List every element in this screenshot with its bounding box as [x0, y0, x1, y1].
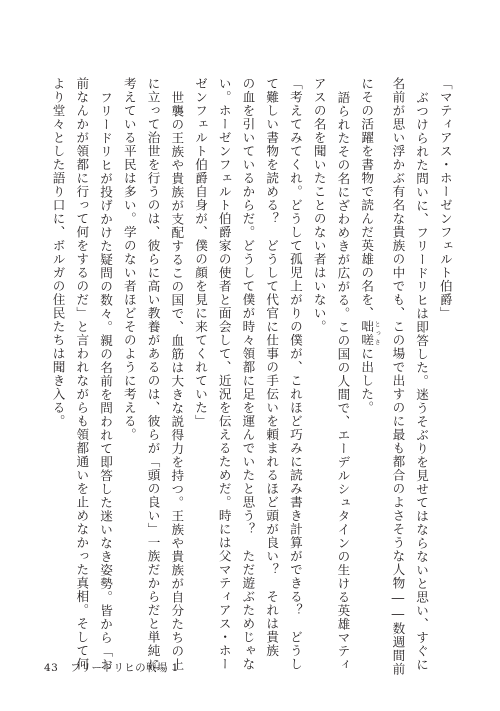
text-line: い。ホーゼンフェルト伯爵家の使者と面会して、近況を伝えるためだ。時には父マティアス・ホー — [216, 77, 232, 671]
page-number: 43 — [44, 662, 59, 674]
text-line: フリードリヒが投げかけた疑問の数々。親の名前を問われて即答した迷いなき姿勢。皆から「お — [98, 90, 114, 671]
text-line: 語られたその名にざわめきが広がる。この国の人間で、エーデルシュタインの生ける英雄マティ — [335, 90, 351, 671]
text-line: に立って治世を行うのは、彼らに高い教養があるのは、彼らが「頭の良い」一族だからだと単純に — [145, 77, 161, 671]
page-footer — [44, 660, 179, 675]
text-line-with-ruby — [360, 77, 380, 637]
text-line: ぶつけられた問いに、フリードリヒは即答した。迷うそぶりを見せてはならないと思い、すぐに — [414, 90, 430, 671]
running-title: フリードリヒの戦場 1 — [70, 662, 179, 674]
text-line: 名前が思い浮かぶ有名な貴族の中でも、この場で出すのに最も都合のよさそうな人物――数週間前 — [390, 77, 406, 676]
text-line: の血を引いているからだ。どうして僕が時々領都に足を運んでいたと思う？ ただ遊ぶためじゃな — [240, 77, 256, 671]
text-line: 世襲の王族や貴族が支配するこの国で、血筋は大きな説得力を持つ。王族や貴族が自分たちの上 — [169, 90, 185, 671]
text-segment: にその活躍を書物で読んだ英雄の名を、咄嗟 とっさに出した。 — [359, 77, 381, 415]
text-line: アスの名を聞いたことのない者はいない。 — [311, 77, 327, 334]
text-line: 前なんかが領都に行って何をするのだ」と言われながらも領都通いを止めなかった真相。そして何 — [74, 77, 90, 671]
ruby-word: 咄嗟 とっさ — [359, 320, 381, 347]
text-line: 「考えてみてくれ。どうして孤児上がりの僕が、これほど巧みに読み書き計算ができる？ どうし — [287, 77, 303, 671]
text-line: より堂々とした語り口に、ボルガの住民たちは聞き入る。 — [50, 77, 66, 428]
text-line: 「マティアス・ホーゼンフェルト伯爵」 — [437, 77, 453, 320]
ruby-reading: とっさ — [373, 320, 381, 347]
text-line: て難しい書物を読める？ どうして代官に仕事の手伝いを頼まれるほど頭が良い？ それは貴族 — [264, 77, 280, 658]
text-line: 考えている平民は多い。学のない者ほどそのように考える。 — [121, 77, 137, 442]
text-line: ゼンフェルト伯爵自身が、僕の顔を見に来てくれていた」 — [193, 77, 208, 428]
